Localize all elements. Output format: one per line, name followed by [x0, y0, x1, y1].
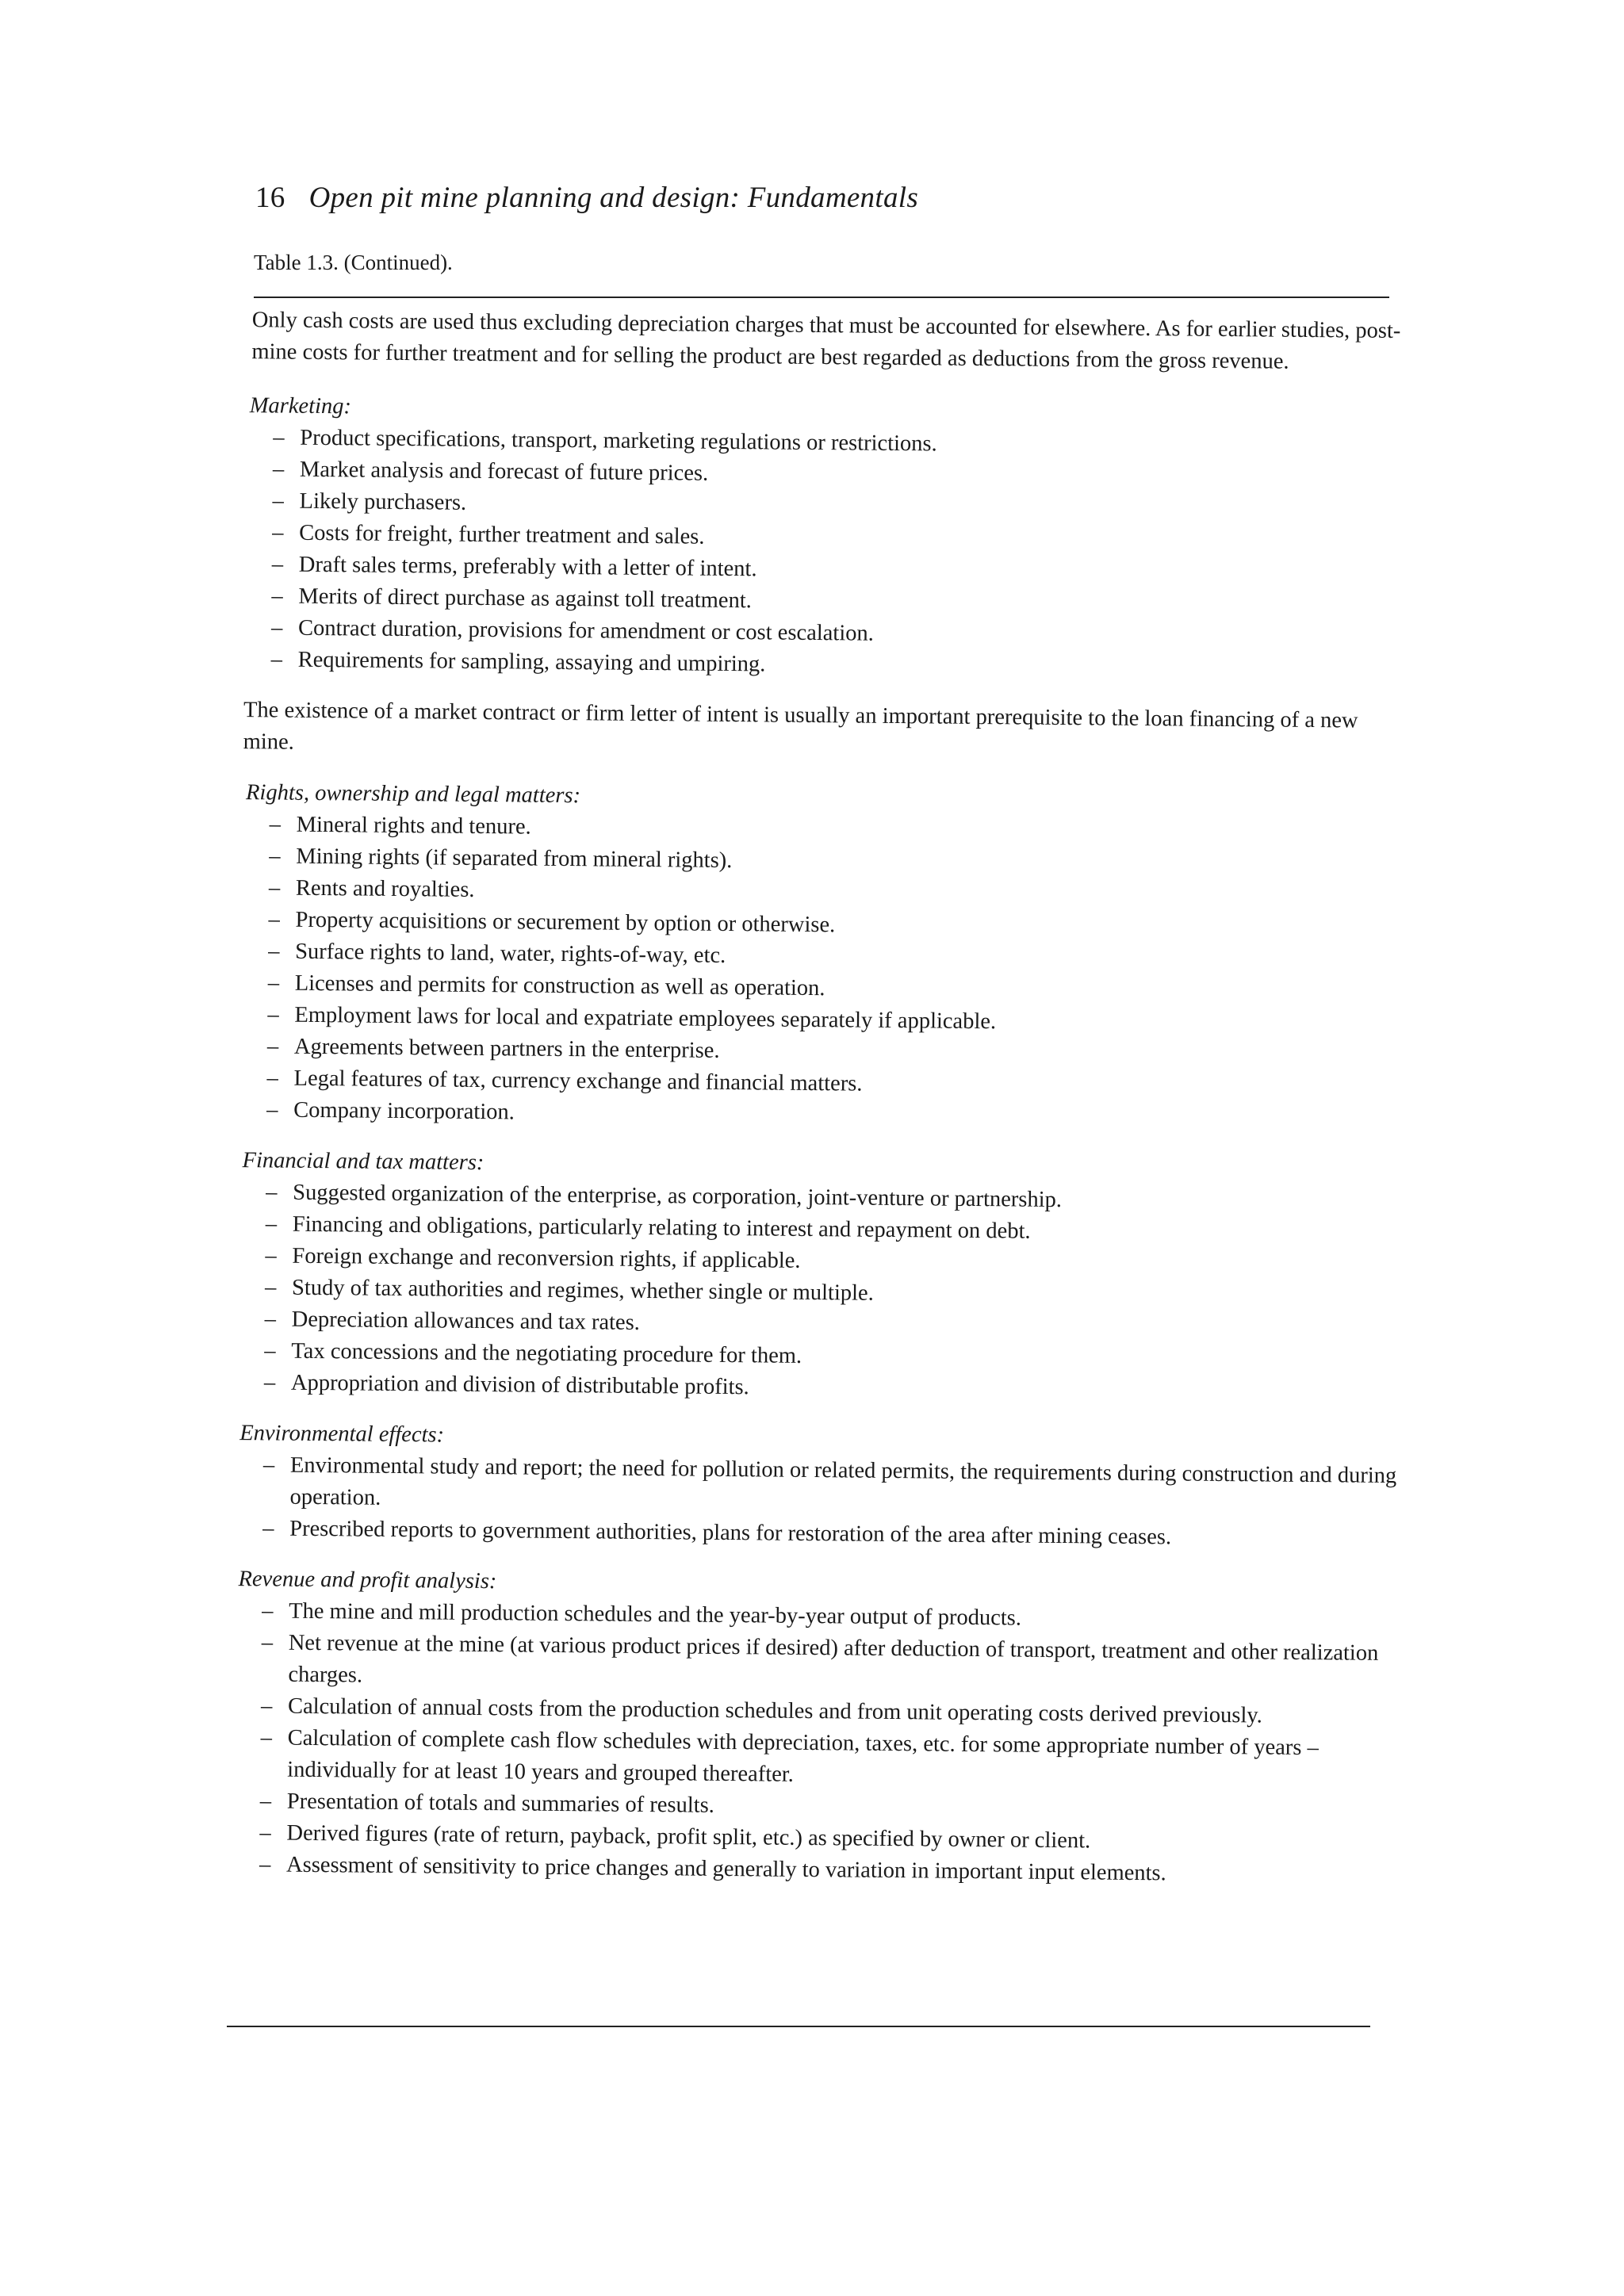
dash-bullet: –: [270, 647, 283, 672]
dash-bullet: –: [266, 1034, 279, 1059]
section-heading: Rights, ownership and legal matters:: [245, 780, 581, 809]
dash-bullet: –: [261, 1630, 274, 1655]
dash-bullet: –: [265, 1243, 277, 1269]
dash-bullet: –: [273, 425, 285, 450]
list-item-text: Prescribed reports to government authorities, plans for restoration of the area after mining ceases.: [289, 1516, 1172, 1550]
list-item-text: Mineral rights and tenure.: [296, 812, 531, 840]
list-item-text: Property acquisitions or securement by option or otherwise.: [295, 907, 836, 938]
section: [226, 1418, 1400, 1556]
page-number: 16: [255, 182, 285, 214]
dash-bullet: –: [265, 1211, 278, 1237]
dash-bullet: –: [267, 970, 280, 996]
list-item-text: Mining rights (if separated from mineral rights).: [296, 844, 733, 874]
list-item-text: Contract duration, provisions for amendment or cost escalation.: [297, 615, 874, 646]
dash-bullet: –: [262, 1452, 275, 1478]
table-body: [223, 304, 1411, 1892]
section-list: [223, 1595, 1399, 1892]
list-item-text: Agreements between partners in the enterprise.: [293, 1034, 720, 1063]
list-item-text: Study of tax authorities and regimes, whether single or multiple.: [291, 1275, 874, 1306]
section: [228, 1145, 1404, 1410]
list-item-text: Likely purchasers.: [299, 488, 467, 515]
list-item: [262, 1449, 1400, 1524]
list-item-text: Suggested organization of the enterprise, as corporation, joint-venture or partnership.: [293, 1180, 1063, 1213]
dash-bullet: –: [262, 1516, 274, 1541]
dash-bullet: –: [272, 520, 284, 545]
section-list: [226, 1449, 1400, 1556]
dash-bullet: –: [269, 844, 281, 869]
dash-bullet: –: [266, 1180, 278, 1205]
list-item-text: Appropriation and division of distributable profits.: [290, 1370, 749, 1400]
dash-bullet: –: [269, 812, 282, 837]
dash-bullet: –: [262, 1598, 274, 1624]
list-item: [261, 1627, 1399, 1701]
section-heading: Financial and tax matters:: [242, 1148, 485, 1176]
section: [234, 390, 1411, 769]
section-heading: Marketing:: [249, 393, 352, 419]
dash-bullet: –: [260, 1725, 273, 1751]
list-item-text: Environmental study and report; the need for pollution or related permits, the requirements during construction and during operation.: [289, 1452, 1397, 1510]
section-list: [228, 1177, 1404, 1410]
running-head: [255, 181, 918, 215]
dash-bullet: –: [267, 1002, 279, 1027]
dash-bullet: –: [259, 1820, 271, 1846]
section-heading: Environmental effects:: [239, 1421, 445, 1448]
list-item-text: Foreign exchange and reconversion rights, if applicable.: [292, 1243, 801, 1273]
list-item-text: Company incorporation.: [293, 1097, 515, 1125]
section: [223, 1563, 1400, 1892]
section-list: [230, 809, 1407, 1137]
table-caption: Table 1.3. (Continued).: [254, 251, 453, 274]
dash-bullet: –: [264, 1275, 277, 1300]
dash-bullet: –: [260, 1693, 273, 1719]
dash-bullet: –: [259, 1789, 272, 1814]
list-item-text: Costs for freight, further treatment and sales.: [299, 520, 705, 549]
sections-container: [223, 390, 1411, 1892]
dash-bullet: –: [270, 615, 283, 641]
table-top-rule: [254, 297, 1389, 298]
dash-bullet: –: [268, 907, 280, 932]
list-item-text: Legal features of tax, currency exchange and financial matters.: [293, 1066, 863, 1096]
list-item-text: Assessment of sensitivity to price changes and generally to variation in important input elements.: [285, 1852, 1166, 1886]
list-item: [260, 1722, 1398, 1797]
dash-bullet: –: [272, 488, 285, 514]
dash-bullet: –: [263, 1370, 276, 1395]
list-item-text: Financing and obligations, particularly relating to interest and repayment on debt.: [292, 1211, 1031, 1244]
list-item-text: Presentation of totals and summaries of results.: [286, 1789, 715, 1818]
list-item-text: Calculation of annual costs from the production schedules and from unit operating costs derived previously.: [287, 1693, 1263, 1728]
section-list: [235, 422, 1411, 687]
list-item-text: Depreciation allowances and tax rates.: [291, 1307, 641, 1335]
list-item-text: Tax concessions and the negotiating procedure for them.: [291, 1338, 802, 1368]
table-bottom-rule: [227, 2026, 1370, 2027]
list-item-text: Market analysis and forecast of future prices.: [299, 457, 709, 486]
intro-paragraph: Only cash costs are used thus excluding depreciation charges that must be accounted for elsewhere. As for earlier studies, post-mine costs for further treatment and for selling the product are best regarded as deductions from the gross revenue.: [251, 308, 1401, 374]
list-item-text: Merits of direct purchase as against toll treatment.: [298, 584, 752, 614]
dash-bullet: –: [264, 1307, 277, 1332]
list-item-text: Employment laws for local and expatriate employees separately if applicable.: [294, 1002, 997, 1035]
dash-bullet: –: [271, 584, 283, 609]
list-item-text: Calculation of complete cash flow schedules with depreciation, taxes, etc. for some appropriate number of years – individually for at least 10 years and grouped thereafter.: [287, 1725, 1320, 1787]
dash-bullet: –: [259, 1852, 271, 1877]
section: [230, 777, 1407, 1137]
dash-bullet: –: [268, 875, 281, 901]
dash-bullet: –: [266, 1097, 278, 1123]
list-item-text: Draft sales terms, preferably with a letter of intent.: [298, 552, 757, 582]
list-item-text: Product specifications, transport, marketing regulations or restrictions.: [300, 425, 937, 457]
section-paragraph: The existence of a market contract or firm letter of intent is usually an important prerequisite to the loan financing of a new mine.: [243, 698, 1358, 755]
list-item-text: Surface rights to land, water, rights-of-way, etc.: [295, 939, 726, 968]
dash-bullet: –: [272, 457, 285, 482]
book-title: Open pit mine planning and design: Fundamentals: [308, 182, 919, 214]
list-item-text: Requirements for sampling, assaying and umpiring.: [297, 647, 766, 677]
section-heading: Revenue and profit analysis:: [238, 1567, 497, 1594]
list-item-text: Licenses and permits for construction as well as operation.: [294, 970, 825, 1001]
list-item-text: The mine and mill production schedules and the year-by-year output of products.: [289, 1598, 1022, 1631]
list-item-text: Rents and royalties.: [295, 875, 475, 902]
list-item-text: Net revenue at the mine (at various product prices if desired) after deduction of transport, treatment and other realization charges.: [288, 1630, 1379, 1688]
dash-bullet: –: [271, 552, 284, 577]
dash-bullet: –: [266, 1066, 279, 1091]
dash-bullet: –: [268, 939, 280, 964]
dash-bullet: –: [264, 1338, 276, 1364]
list-item-text: Derived figures (rate of return, payback, profit split, etc.) as specified by owner or client.: [286, 1820, 1091, 1854]
